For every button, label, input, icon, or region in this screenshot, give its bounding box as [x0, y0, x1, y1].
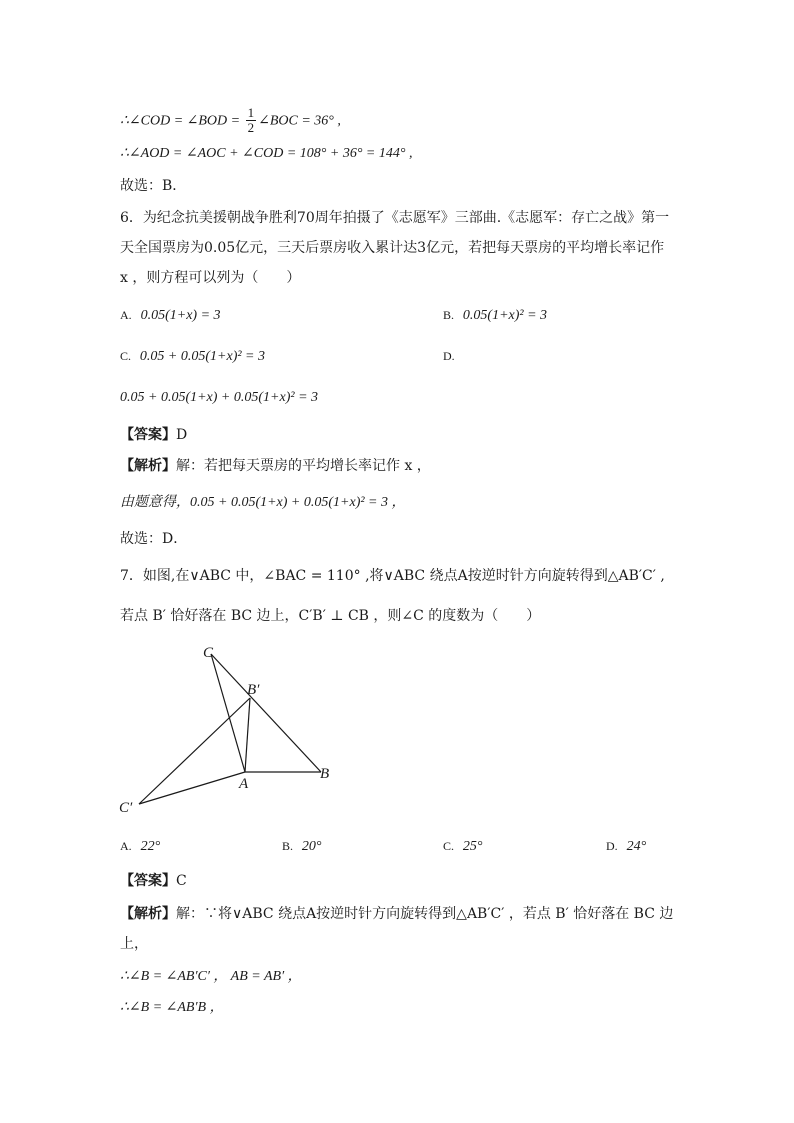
- q6-option-a: [120, 305, 221, 326]
- q7-geometry-figure: [110, 636, 350, 821]
- label-point-a: A: [239, 776, 249, 792]
- analysis-text: 解：∵将∨ABC 绕点A按逆时针方向旋转得到△AB′C′ ，若点 B′ 恰好落在 BC 边: [176, 906, 674, 922]
- option-label: C.: [120, 349, 132, 363]
- option-text: 25°: [462, 839, 483, 854]
- label-point-b: B: [320, 766, 330, 782]
- label-point-c: C: [203, 645, 214, 661]
- q6-option-b: [443, 305, 547, 326]
- option-text: 0.05 + 0.05(1+x) + 0.05(1+x)² = 3: [120, 390, 319, 405]
- q6-option-d: [120, 387, 318, 408]
- answer-value: C: [176, 873, 187, 889]
- option-label: A.: [120, 308, 132, 322]
- option-text: 24°: [626, 839, 647, 854]
- option-label: B.: [282, 839, 294, 853]
- cod-equation-end: ∠BOC = 36° ,: [258, 113, 341, 129]
- option-text: 22°: [140, 839, 161, 854]
- fraction-numerator: 1: [247, 105, 255, 120]
- answer-tag: 【答案】: [120, 427, 176, 443]
- aod-equation: ∴∠AOD = ∠AOC + ∠COD = 108° + 36° = 144° ,: [120, 146, 413, 161]
- q7-option-d: [606, 836, 646, 857]
- q6-stem-line3: x ，则方程可以列为（ ）: [120, 270, 301, 286]
- option-label: D.: [443, 349, 455, 363]
- option-text: 0.05 + 0.05(1+x)² = 3: [139, 349, 265, 364]
- label-point-b-prime: B′: [247, 682, 260, 698]
- q7-analysis-line1: [120, 904, 673, 924]
- q6-stem-line1: 6．为纪念抗美援朝战争胜利70周年拍摄了《志愿军》三部曲.《志愿军：存亡之战》第一: [120, 210, 670, 226]
- label-point-c-prime: C′: [119, 800, 133, 816]
- fraction-denominator: 2: [247, 120, 255, 135]
- q6-analysis-line1: [120, 456, 431, 476]
- solution-line-aod: [120, 143, 412, 164]
- q6-analysis-line3: 故选：D．: [120, 531, 188, 547]
- segment-bprime-cprime: [139, 698, 250, 804]
- answer-value: D: [176, 427, 188, 443]
- analysis-equation: 由题意得，0.05 + 0.05(1+x) + 0.05(1+x)² = 3 ，: [120, 495, 406, 510]
- q6-option-d-label: [443, 346, 455, 366]
- cod-equation-start: ∴∠COD = ∠BOD =: [120, 113, 244, 129]
- q7-stem-line1: 7．如图,在∨ABC 中，∠BAC = 110° ,将∨ABC 绕点A按逆时针方向旋转得到△AB′C′ ,: [120, 568, 665, 584]
- q7-option-a: [120, 836, 160, 857]
- analysis-tag: 【解析】: [120, 458, 176, 474]
- option-label: C.: [443, 839, 455, 853]
- q6-option-c: [120, 346, 265, 367]
- fraction-one-half: [246, 106, 257, 135]
- analysis-tag: 【解析】: [120, 906, 176, 922]
- q6-answer: [120, 425, 187, 445]
- solution-line-cod: [120, 106, 341, 135]
- q7-analysis-line3: [120, 997, 224, 1018]
- option-text: 0.05(1+x) = 3: [140, 308, 221, 323]
- q7-analysis-line2: [120, 966, 302, 987]
- q6-analysis-line2: [120, 492, 406, 513]
- option-label: A.: [120, 839, 132, 853]
- q7-answer: [120, 871, 187, 891]
- q7-stem-line2: 若点 B′ 恰好落在 BC 边上，C′B′ ⊥ CB ，则∠C 的度数为（ ）: [120, 608, 541, 624]
- q7-analysis-line1b: 上，: [120, 936, 148, 952]
- option-text: 20°: [301, 839, 322, 854]
- q7-option-c: [443, 836, 483, 857]
- option-text: 0.05(1+x)² = 3: [462, 308, 548, 323]
- q6-stem-line2: 天全国票房为0.05亿元，三天后票房收入累计达3亿元，若把每天票房的平均增长率记作: [120, 240, 665, 256]
- prev-answer-choice: 故选：B．: [120, 178, 187, 194]
- option-label: B.: [443, 308, 455, 322]
- q7-option-b: [282, 836, 322, 857]
- option-label: D.: [606, 839, 618, 853]
- answer-tag: 【答案】: [120, 873, 176, 889]
- analysis-equation: ∴∠B = ∠AB′B ，: [120, 1000, 224, 1015]
- analysis-equation: ∴∠B = ∠AB′C′ ， AB = AB′ ，: [120, 969, 302, 984]
- analysis-text: 解：若把每天票房的平均增长率记作 x ，: [176, 458, 431, 474]
- segment-bprime-a: [245, 698, 250, 772]
